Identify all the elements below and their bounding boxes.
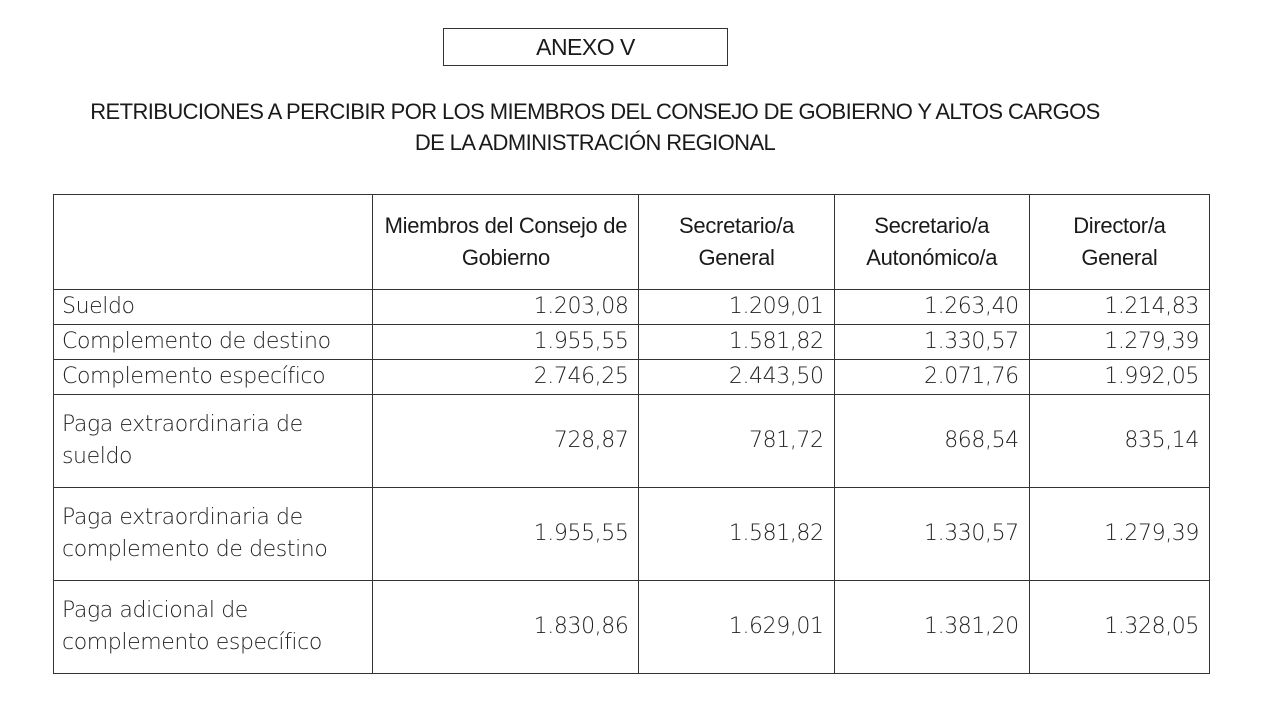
cell-value: 2.443,50 — [639, 360, 834, 395]
row-label: Paga extraordinaria de sueldo — [54, 395, 373, 488]
row-label: Complemento de destino — [54, 325, 373, 360]
cell-value: 1.330,57 — [834, 488, 1029, 581]
table-row — [54, 581, 1210, 674]
cell-value: 781,72 — [639, 395, 834, 488]
cell-value: 1.581,82 — [639, 488, 834, 581]
cell-value: 1.203,08 — [373, 290, 639, 325]
cell-value: 1.830,86 — [373, 581, 639, 674]
cell-value: 1.955,55 — [373, 488, 639, 581]
row-label: Complemento específico — [54, 360, 373, 395]
table-row — [54, 325, 1210, 360]
cell-value: 1.279,39 — [1029, 325, 1209, 360]
retribuciones-table — [53, 194, 1210, 674]
cell-value: 835,14 — [1029, 395, 1209, 488]
row-label: Sueldo — [54, 290, 373, 325]
cell-value: 1.992,05 — [1029, 360, 1209, 395]
header-miembros-consejo: Miembros del Consejo de Gobierno — [373, 195, 639, 290]
document-title-line-1: RETRIBUCIONES A PERCIBIR POR LOS MIEMBROS DEL CONSEJO DE GOBIERNO Y ALTOS CARGOS — [90, 99, 1100, 124]
cell-value: 2.071,76 — [834, 360, 1029, 395]
row-label: Paga adicional de complemento específico — [54, 581, 373, 674]
header-secretario-autonomico: Secretario/a Autonómico/a — [834, 195, 1029, 290]
cell-value: 1.214,83 — [1029, 290, 1209, 325]
cell-value: 1.263,40 — [834, 290, 1029, 325]
cell-value: 1.581,82 — [639, 325, 834, 360]
header-director-general: Director/a General — [1029, 195, 1209, 290]
table-header-row — [54, 195, 1210, 290]
header-secretario-general: Secretario/a General — [639, 195, 834, 290]
cell-value: 1.328,05 — [1029, 581, 1209, 674]
cell-value: 1.955,55 — [373, 325, 639, 360]
header-empty-cell — [54, 195, 373, 290]
row-label: Paga extraordinaria de complemento de destino — [54, 488, 373, 581]
table-row — [54, 395, 1210, 488]
annex-title: ANEXO V — [443, 28, 728, 66]
document-title-line-2: DE LA ADMINISTRACIÓN REGIONAL — [414, 130, 776, 155]
cell-value: 868,54 — [834, 395, 1029, 488]
cell-value: 1.209,01 — [639, 290, 834, 325]
cell-value: 728,87 — [373, 395, 639, 488]
table-row — [54, 488, 1210, 581]
cell-value: 1.330,57 — [834, 325, 1029, 360]
cell-value: 1.279,39 — [1029, 488, 1209, 581]
table-row — [54, 360, 1210, 395]
cell-value: 1.629,01 — [639, 581, 834, 674]
cell-value: 1.381,20 — [834, 581, 1029, 674]
document-title — [40, 96, 1150, 158]
cell-value: 2.746,25 — [373, 360, 639, 395]
table-row — [54, 290, 1210, 325]
